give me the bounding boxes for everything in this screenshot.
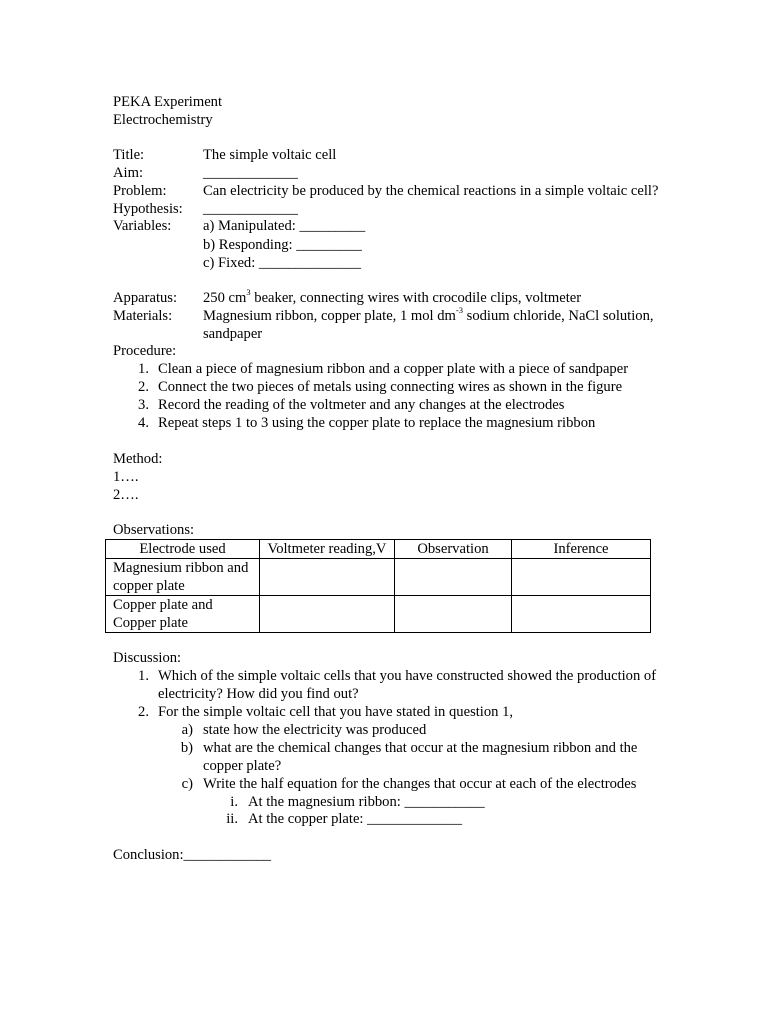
table-header-row [106,540,651,559]
table-header-cell: Voltmeter reading,V [260,540,395,559]
materials-label: Materials: [113,308,173,324]
inference-cell[interactable] [512,559,651,596]
voltmeter-reading-cell[interactable] [260,559,395,596]
title-label: Title: [113,147,145,163]
procedure-step-number: 3. [138,397,149,413]
voltmeter-reading-cell[interactable] [260,596,395,633]
concentration-superscript: -3 [455,305,464,316]
apparatus-value: 250 $cm^3$ beaker, connecting wires with crocodile clips, voltmeter [203,287,582,306]
document-subheading: Electrochemistry [113,112,213,128]
subquestion-letter: b) [180,740,193,756]
subquestion-c: Write the half equation for the changes that occur at each of the electrodes [203,776,637,792]
answer-copper: At the copper plate: _____________ [248,811,462,827]
materials-value: Magnesium ribbon, copper plate, 1 mol $dm^{-3}$ sodium chloride, NaCl solution, [203,305,654,324]
subquestion-b-line2: copper plate? [203,758,282,774]
method-label: Method: [113,451,163,467]
variable-responding: b) Responding: _________ [203,237,362,253]
procedure-label: Procedure: [113,343,177,359]
problem-value: Can electricity be produced by the chemical reactions in a simple voltaic cell? [203,183,659,199]
question-2: For the simple voltaic cell that you have stated in question 1, [158,704,514,720]
table-row [106,559,651,596]
table-header-cell: Electrode used [106,540,260,559]
method-line: 1…. [113,469,139,485]
aim-blank: _____________ [203,165,298,181]
cubic-superscript: 3 [246,287,251,298]
question-1-line2: electricity? How did you find out? [158,686,359,702]
aim-label: Aim: [113,165,143,181]
subquestion-b: what are the chemical changes that occur at the magnesium ribbon and the [203,740,638,756]
table-row [106,596,651,633]
question-1: Which of the simple voltaic cells that you have constructed showed the production of [158,668,657,684]
hypothesis-blank: _____________ [203,201,298,217]
observation-cell[interactable] [395,596,512,633]
procedure-step-number: 4. [138,415,149,431]
procedure-step-number: 1. [138,361,149,377]
subquestion-letter: c) [181,776,193,792]
procedure-step: Connect the two pieces of metals using connecting wires as shown in the figure [158,379,623,395]
procedure-step-number: 2. [138,379,149,395]
roman-numeral: ii. [226,811,238,827]
materials-value-line2: sandpaper [203,326,263,342]
variables-label: Variables: [113,218,172,234]
conclusion-label: Conclusion:____________ [113,847,272,863]
procedure-step: Clean a piece of magnesium ribbon and a copper plate with a piece of sandpaper [158,361,629,377]
observations-table [105,539,651,633]
discussion-label: Discussion: [113,650,182,666]
document-heading: PEKA Experiment [113,94,223,110]
procedure-step: Repeat steps 1 to 3 using the copper plate to replace the magnesium ribbon [158,415,596,431]
inference-cell[interactable] [512,596,651,633]
question-number: 2. [138,704,149,720]
roman-numeral: i. [230,794,238,810]
title-value: The simple voltaic cell [203,147,337,163]
procedure-step: Record the reading of the voltmeter and any changes at the electrodes [158,397,565,413]
method-line: 2…. [113,487,139,503]
problem-label: Problem: [113,183,167,199]
observation-cell[interactable] [395,559,512,596]
variable-fixed: c) Fixed: ______________ [203,255,362,271]
variable-manipulated: a) Manipulated: _________ [203,218,366,234]
observations-label: Observations: [113,522,195,538]
electrode-cell: Magnesium ribbon and copper plate [106,559,260,596]
electrode-cell: Copper plate and Copper plate [106,596,260,633]
answer-magnesium: At the magnesium ribbon: ___________ [248,794,485,810]
subquestion-letter: a) [181,722,193,738]
question-number: 1. [138,668,149,684]
hypothesis-label: Hypothesis: [113,201,183,217]
apparatus-label: Apparatus: [113,290,178,306]
subquestion-a: state how the electricity was produced [203,722,427,738]
table-header-cell: Inference [512,540,651,559]
table-header-cell: Observation [395,540,512,559]
